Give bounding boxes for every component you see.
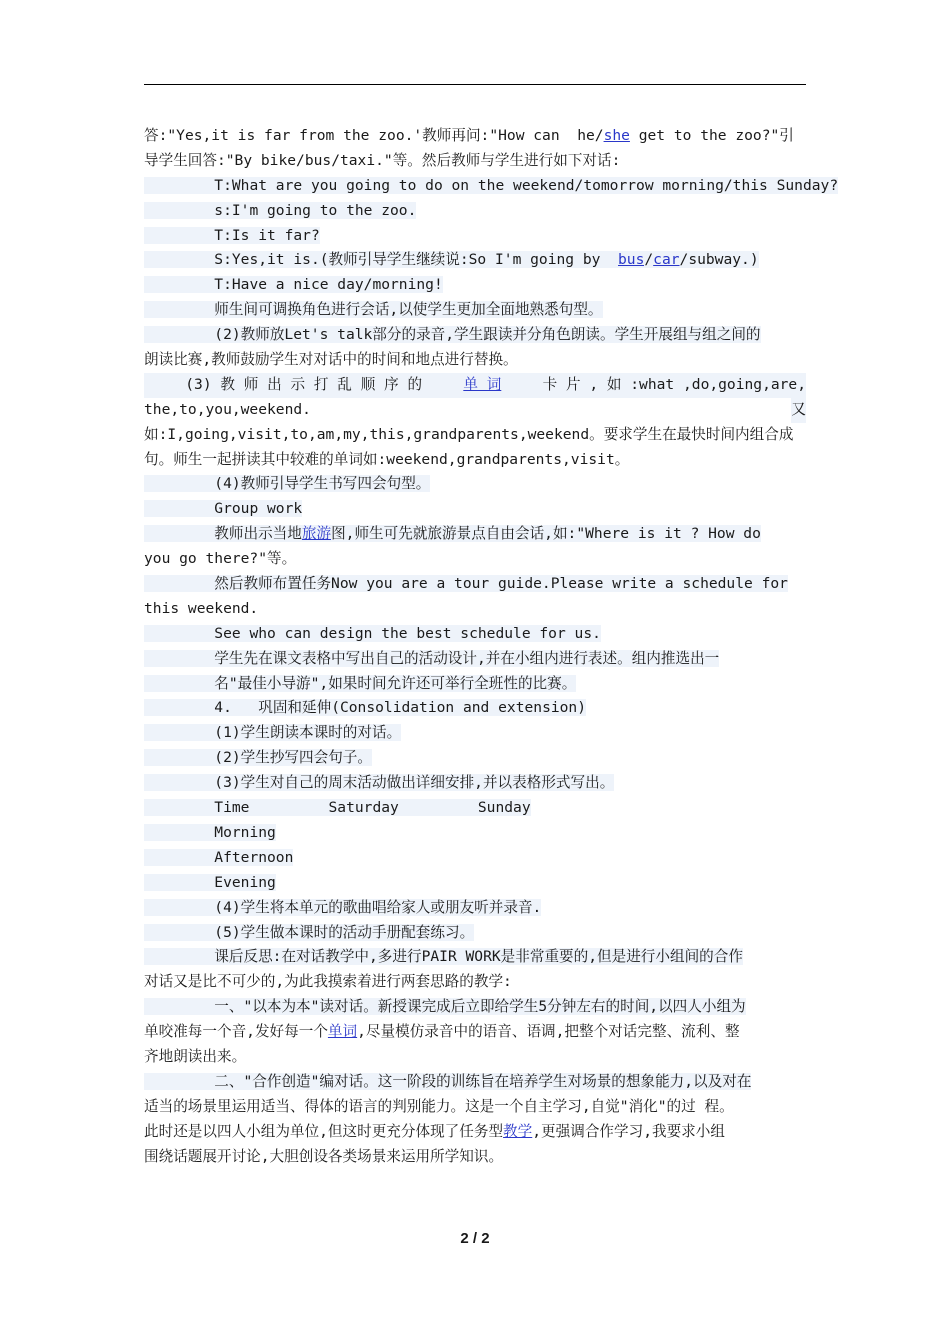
text: 如:I,going,visit,to,am,my,this,grandparents,weekend。要求学生在最快时间内组合成 [144,425,794,443]
document-body [144,124,839,1169]
text: / [644,251,654,269]
link-she[interactable]: she [603,127,630,144]
text-line [144,373,806,398]
text: this weekend. [144,599,259,617]
text-line [144,124,806,149]
text-line [144,696,806,721]
text-line [144,622,806,647]
text-line [144,1095,806,1120]
text: (1)学生朗读本课时的对话。 [214,724,402,742]
text: (2)教师放Let's talk部分的录音,学生跟读并分角色朗读。学生开展组与组之间的 [214,326,761,344]
text: 对话又是比不可少的,为此我摸索着进行两套思路的教学: [144,973,512,991]
text: See who can design the best schedule for us. [214,624,601,642]
text-line [144,174,839,199]
text-line [144,273,806,298]
text: 学生先在课文表格中写出自己的活动设计,并在小组内进行表述。组内推选出一 [214,649,720,667]
text-line [144,497,806,522]
text-line [144,921,806,946]
text: 一、"以本为本"读对话。新授课完成后立即给学生5分钟左右的时间,以四人小组为 [214,998,746,1016]
text: (2)学生抄写四会句子。 [214,749,372,767]
text-line [144,423,806,448]
text: 又 [791,398,806,423]
text-line [144,224,806,249]
text-line [144,448,806,473]
text: 4. 巩固和延伸(Consolidation and extension) [214,699,586,717]
text: (3) 教 师 出 示 打 乱 顺 序 的 [185,375,423,393]
text-line [144,945,806,970]
text-line [144,721,806,746]
text-line [144,398,806,423]
text: T:Have a nice day/morning! [214,276,443,294]
link-danci[interactable]: 单 词 [463,375,502,393]
page-number: 2 / 2 [460,1230,490,1247]
link-jiaoxue[interactable]: 教学 [503,1122,533,1140]
text-line [144,547,806,572]
text-line [144,472,806,497]
text-line [144,821,806,846]
text: Afternoon [214,848,294,866]
text: s:I'm going to the zoo. [214,201,417,219]
text-line [144,1070,806,1095]
text: (3)学生对自己的周末活动做出详细安排,并以表格形式写出。 [214,774,615,792]
text-line [144,597,806,622]
text-line [144,896,806,921]
text-line [144,199,806,224]
text: Group work [214,500,303,518]
text: 此时还是以四人小组为单位,但这时更充分体现了任务型 [144,1122,504,1140]
text: T:Is it far? [214,226,320,244]
text-line [144,1120,806,1145]
text-line [144,572,806,597]
text-line [144,846,806,871]
text-line [144,1145,806,1170]
text: 课后反思:在对话教学中,多进行PAIR WORK是非常重要的,但是进行小组间的合作 [214,948,743,966]
text: ,更强调合作学习,我要求小组 [532,1122,725,1140]
text: 教师出示当地 [214,525,302,543]
text-line [144,995,806,1020]
link-car[interactable]: car [653,251,680,269]
text: 导学生回答:"By bike/bus/taxi."等。然后教师与学生进行如下对话: [144,151,621,169]
link-bus[interactable]: bus [618,251,645,269]
text: /subway.) [679,251,759,269]
text: T:What are you going to do on the weekend/tomorrow morning/this Sunday? [214,176,839,194]
link-danci[interactable]: 单词 [327,1023,358,1041]
text: Morning [214,823,276,841]
text: ,尽量模仿录音中的语音、语调,把整个对话完整、流利、整 [357,1023,740,1041]
text: 朗读比赛,教师鼓励学生对对话中的时间和地点进行替换。 [144,351,518,369]
text-line [144,522,806,547]
text: 卡 片 , 如 :what ,do,going,are, [542,375,806,393]
text: 围绕话题展开讨论,大胆创设各类场景来运用所学知识。 [144,1147,504,1165]
text-line [144,647,806,672]
text-line [144,1045,806,1070]
text: get to the zoo?"引 [629,127,794,144]
text: Time Saturday Sunday [214,799,531,817]
text-line [144,348,806,373]
text: (4)学生将本单元的歌曲唱给家人或朋友听并录音. [214,898,542,916]
text-line [144,796,806,821]
text: 然后教师布置任务Now you are a tour guide.Please write a schedule for [214,575,788,593]
text-line [144,970,806,995]
header-rule [144,84,806,85]
text: 二、"合作创造"编对话。这一阶段的训练旨在培养学生对场景的想象能力,以及对在 [214,1072,752,1090]
text: Evening [214,873,276,891]
text-line [144,1020,806,1045]
text: 图,师生可先就旅游景点自由会话,如:"Where is it ? How do [331,525,761,543]
text: 单咬准每一个音,发好每一个 [144,1023,328,1041]
text-line [144,248,806,273]
text: 答:"Yes,it is far from the zoo.'教师再问:"How can he/ [144,127,604,144]
text-line [144,323,806,348]
text: 师生间可调换角色进行会话,以使学生更加全面地熟悉句型。 [214,301,603,319]
text-line [144,672,806,697]
text: 适当的场景里运用适当、得体的语言的判别能力。这是一个自主学习,自觉"消化"的过 程。 [144,1097,734,1115]
text-line [144,746,806,771]
text-line [144,871,806,896]
text: (4)教师引导学生书写四会句型。 [214,475,431,493]
text: 句。师生一起拼读其中较难的单词如:weekend,grandparents,visit。 [144,450,630,468]
text: (5)学生做本课时的活动手册配套练习。 [214,923,475,941]
text: S:Yes,it is.(教师引导学生继续说:So I'm going by [214,251,619,269]
text: 齐地朗读出来。 [144,1047,247,1065]
text: 名"最佳小导游",如果时间允许还可举行全班性的比赛。 [214,674,577,692]
text: the,to,you,weekend. [144,400,311,418]
link-lvyou[interactable]: 旅游 [301,525,332,543]
text: you go there?"等。 [144,550,297,568]
text-line [144,149,806,174]
text-line [144,771,806,796]
text-line [144,298,806,323]
